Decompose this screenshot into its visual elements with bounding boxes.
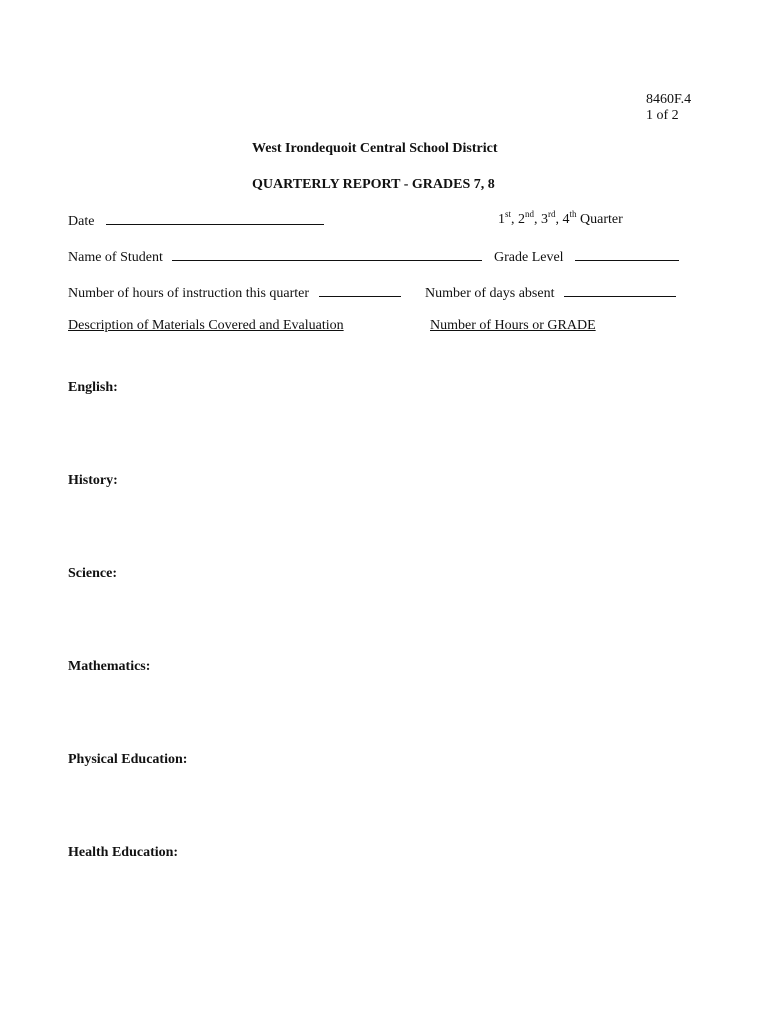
grade-level-field bbox=[494, 248, 679, 266]
column-header-description: Description of Materials Covered and Evaluation bbox=[68, 318, 344, 333]
grade-level-label: Grade Level bbox=[494, 250, 564, 265]
district-name: West Irondequoit Central School District bbox=[252, 141, 498, 156]
subject-health-education: Health Education: bbox=[68, 845, 179, 860]
subject-science: Science: bbox=[68, 566, 117, 581]
quarter-2: , 2 bbox=[511, 212, 526, 227]
subject-mathematics: Mathematics: bbox=[68, 659, 151, 674]
quarter-3: , 3 bbox=[534, 212, 549, 227]
quarter-word: Quarter bbox=[576, 212, 623, 227]
quarter-2-suffix: nd bbox=[525, 209, 535, 219]
quarter-1: 1 bbox=[498, 212, 505, 227]
form-number: 8460F.4 bbox=[646, 92, 692, 107]
hours-label: Number of hours of instruction this quarter bbox=[68, 286, 310, 301]
date-field bbox=[68, 212, 324, 230]
hours-field bbox=[68, 284, 401, 302]
page-indicator: 1 of 2 bbox=[646, 108, 679, 123]
days-absent-label: Number of days absent bbox=[425, 286, 555, 301]
subject-english: English: bbox=[68, 380, 118, 395]
date-input-line[interactable] bbox=[106, 212, 324, 225]
student-name-input-line[interactable] bbox=[172, 248, 482, 261]
quarter-4-suffix: th bbox=[569, 209, 577, 219]
quarter-4: , 4 bbox=[555, 212, 570, 227]
grade-level-input-line[interactable] bbox=[575, 248, 679, 261]
report-title: QUARTERLY REPORT - GRADES 7, 8 bbox=[252, 177, 495, 192]
subject-history: History: bbox=[68, 473, 118, 488]
days-absent-field bbox=[425, 284, 676, 302]
column-header-hours-grade: Number of Hours or GRADE bbox=[430, 318, 596, 333]
student-name-label: Name of Student bbox=[68, 250, 163, 265]
student-name-field bbox=[68, 248, 482, 266]
quarter-1-suffix: st bbox=[505, 209, 512, 219]
date-label: Date bbox=[68, 214, 95, 229]
quarter-options bbox=[498, 209, 623, 228]
hours-input-line[interactable] bbox=[319, 284, 401, 297]
quarter-3-suffix: rd bbox=[548, 209, 556, 219]
days-absent-input-line[interactable] bbox=[564, 284, 676, 297]
subject-physical-education: Physical Education: bbox=[68, 752, 188, 767]
